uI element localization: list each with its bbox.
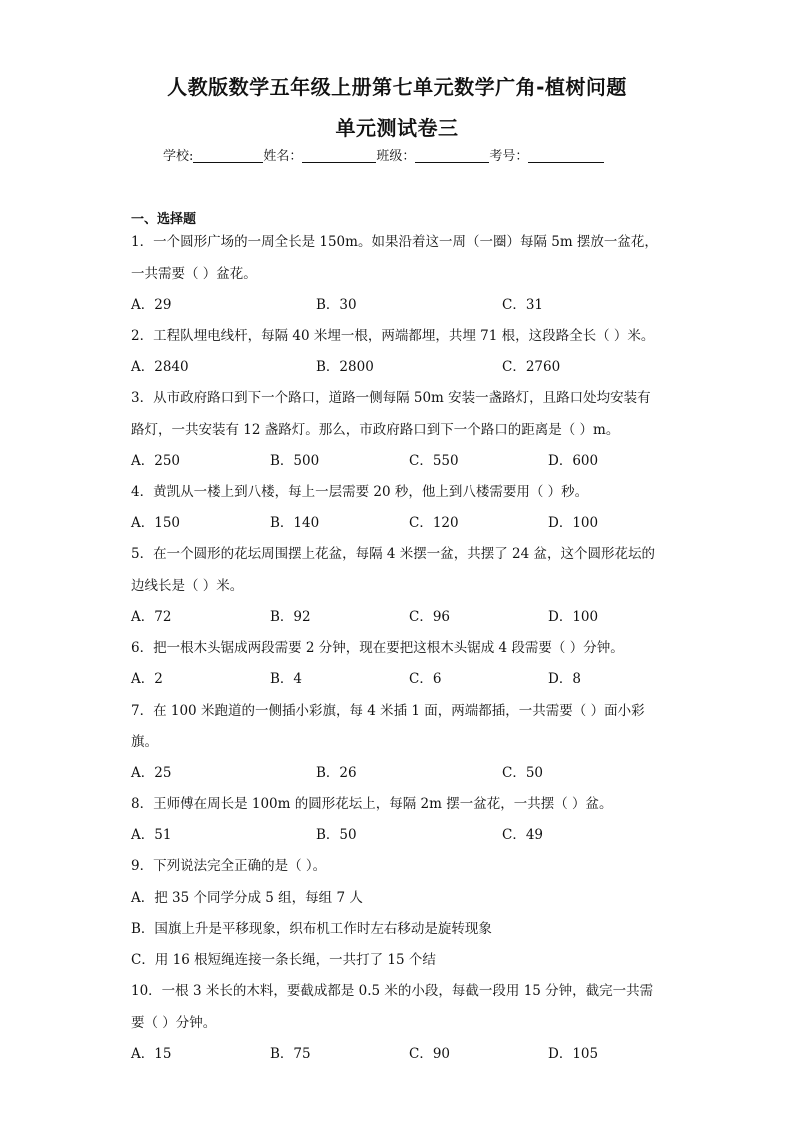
question-8-option-c: C．49	[502, 827, 544, 843]
question-7-option-c: C．50	[502, 765, 544, 781]
exam-subtitle: 单元测试卷三	[335, 116, 459, 140]
question-1-line-1: 1．一个圆形广场的一周全长是 150m。如果沿着这一周（一圈）每隔 5m 摆放一盆花，	[131, 234, 658, 250]
question-5-option-c: C．96	[409, 609, 451, 625]
question-3-line-2: 路灯，一共安装有 12 盏路灯。那么，市政府路口到下一个路口的距离是（ ）m。	[131, 422, 620, 438]
student-info-row	[163, 145, 604, 164]
exam-title: 人教版数学五年级上册第七单元数学广角-植树问题	[167, 75, 627, 99]
question-8-option-a: A．51	[131, 827, 172, 843]
exam-no-label: 考号：	[489, 149, 529, 164]
question-5-line-1: 5．在一个圆形的花坛周围摆上花盆，每隔 4 米摆一盆，共摆了 24 盆，这个圆形花坛的	[131, 546, 656, 562]
question-4-option-a: A．150	[131, 515, 181, 531]
question-5-option-d: D．100	[548, 609, 599, 625]
question-10-option-b: B．75	[270, 1046, 311, 1062]
question-5-option-b: B．92	[270, 609, 311, 625]
school-label: 学校:	[163, 149, 194, 164]
question-8-option-b: B．50	[316, 827, 357, 843]
question-7-option-b: B．26	[316, 765, 357, 781]
question-4-line-1: 4．黄凯从一楼上到八楼，每上一层需要 20 秒，他上到八楼需要用（ ）秒。	[131, 484, 589, 500]
question-2-option-c: C．2760	[502, 359, 561, 375]
question-6-line-1: 6．把一根木头锯成两段需要 2 分钟，现在要把这根木头锯成 4 段需要（ ）分钟。	[131, 640, 624, 656]
exam-no-blank	[528, 148, 604, 163]
question-6-option-d: D．8	[548, 671, 581, 687]
school-blank	[193, 148, 263, 163]
question-10-option-a: A．15	[131, 1046, 172, 1062]
question-6-option-c: C．6	[409, 671, 442, 687]
question-3-line-1: 3．从市政府路口到下一个路口，道路一侧每隔 50m 安装一盏路灯，且路口处均安装有	[131, 390, 651, 406]
question-9-line-1: 9．下列说法完全正确的是（ ）。	[131, 858, 327, 874]
question-2-option-a: A．2840	[131, 359, 189, 375]
question-3-option-b: B．500	[270, 453, 320, 469]
name-label: 姓名：	[263, 149, 303, 164]
question-5-option-a: A．72	[131, 609, 172, 625]
question-2-option-b: B．2800	[316, 359, 374, 375]
question-3-option-a: A．250	[131, 453, 181, 469]
question-10-line-2: 要（ ）分钟。	[131, 1015, 217, 1031]
question-1-option-b: B．30	[316, 297, 357, 313]
question-7-line-2: 旗。	[131, 734, 158, 750]
section-heading: 一、选择题	[131, 212, 197, 227]
class-blank	[415, 148, 489, 163]
question-1-line-2: 一共需要（ ）盆花。	[131, 266, 257, 282]
question-9-option-c: C．用 16 根短绳连接一条长绳，一共打了 15 个结	[131, 952, 436, 968]
question-7-option-a: A．25	[131, 765, 172, 781]
question-1-option-a: A．29	[131, 297, 172, 313]
question-7-line-1: 7．在 100 米跑道的一侧插小彩旗，每 4 米插 1 面，两端都插，一共需要（ ）面小彩	[131, 703, 645, 719]
name-blank	[302, 148, 376, 163]
question-4-option-d: D．100	[548, 515, 599, 531]
question-3-option-c: C．550	[409, 453, 459, 469]
question-6-option-a: A．2	[131, 671, 163, 687]
class-label: 班级：	[376, 149, 416, 164]
question-6-option-b: B．4	[270, 671, 303, 687]
question-10-line-1: 10．一根 3 米长的木料，要截成都是 0.5 米的小段，每截一段用 15 分钟，截完一共需	[131, 983, 654, 999]
question-10-option-c: C．90	[409, 1046, 451, 1062]
question-3-option-d: D．600	[548, 453, 599, 469]
question-9-option-a: A．把 35 个同学分成 5 组，每组 7 人	[131, 890, 363, 906]
question-2-line-1: 2．工程队埋电线杆，每隔 40 米埋一根，两端都埋，共埋 71 根，这段路全长（ ）米。	[131, 328, 655, 344]
question-8-line-1: 8．王师傅在周长是 100m 的圆形花坛上，每隔 2m 摆一盆花，一共摆（ ）盆。	[131, 796, 613, 812]
question-4-option-b: B．140	[270, 515, 320, 531]
question-9-option-b: B．国旗上升是平移现象，织布机工作时左右移动是旋转现象	[131, 921, 492, 937]
question-5-line-2: 边线长是（ ）米。	[131, 578, 244, 594]
question-4-option-c: C．120	[409, 515, 459, 531]
question-10-option-d: D．105	[548, 1046, 599, 1062]
question-1-option-c: C．31	[502, 297, 544, 313]
